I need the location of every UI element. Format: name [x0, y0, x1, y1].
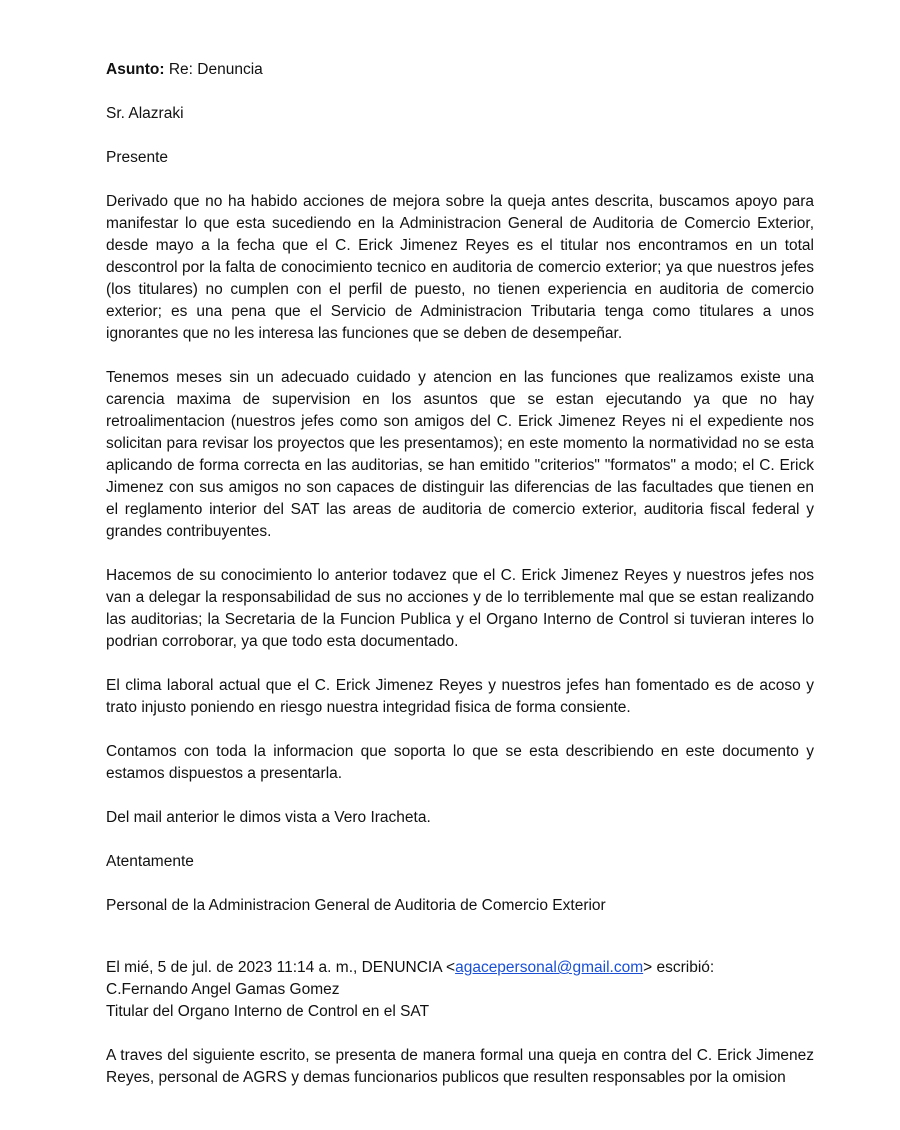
closing-line: Atentamente	[106, 853, 194, 870]
recipient-title: Titular del Organo Interno de Control en el SAT	[106, 1003, 430, 1020]
subject-line	[106, 59, 814, 81]
email-document	[106, 59, 814, 1089]
body-paragraph: Hacemos de su conocimiento lo anterior todavez que el C. Erick Jimenez Reyes y nuestros jefes nos van a delegar la responsabilidad de sus no acciones y de lo terriblemente mal que se estan realizando las auditorias; la Secretaria de la Funcion Publica y el Organo Interno de Control si tuvieran interes lo podrian corroborar, ya que todo esta documentado.	[106, 567, 814, 650]
body-paragraph: Tenemos meses sin un adecuado cuidado y atencion en las funciones que realizamos existe una carencia maxima de supervision en los asuntos que se estan ejecutando ya que no hay retroalimentacion (nuestros jefes como son amigos del C. Erick Jimenez Reyes ni el expediente nos solicitan para revisar los proyectos que les presentamos); en este momento la normatividad no se esta aplicando de forma correcta en las auditorias, se han emitido "criterios" "formatos" a modo; el C. Erick Jimenez con sus amigos no son capaces de distinguir las diferencias de las facultades que tienen en el reglamento interior del SAT las areas de auditoria de comercio exterior, auditoria fiscal federal y grandes contribuyentes.	[106, 369, 814, 540]
sender-email-link[interactable]: agacepersonal@gmail.com	[455, 959, 644, 976]
body-paragraph: Contamos con toda la informacion que soporta lo que se esta describiendo en este documento y estamos dispuestos a presentarla.	[106, 743, 814, 782]
quoted-message	[106, 957, 814, 1089]
signature-line: Personal de la Administracion General de Auditoria de Comercio Exterior	[106, 897, 606, 914]
presente-line: Presente	[106, 149, 169, 166]
salutation: Sr. Alazraki	[106, 105, 184, 122]
mail-note: Del mail anterior le dimos vista a Vero Iracheta.	[106, 809, 431, 826]
subject-label: Asunto:	[106, 61, 165, 78]
quoted-header-prefix: El mié, 5 de jul. de 2023 11:14 a. m., DENUNCIA <	[106, 959, 456, 976]
quoted-header	[106, 957, 814, 979]
quoted-body-paragraph: A traves del siguiente escrito, se presenta de manera formal una queja en contra del C. Erick Jimenez Reyes, personal de AGRS y demas funcionarios publicos que resulten responsables por la omision	[106, 1047, 814, 1086]
quoted-header-suffix: > escribió:	[643, 959, 715, 976]
subject-value: Re: Denuncia	[164, 61, 263, 78]
body-paragraph: Derivado que no ha habido acciones de mejora sobre la queja antes descrita, buscamos apoyo para manifestar lo que esta sucediendo en la Administracion General de Auditoria de Comercio Exterior, desde mayo a la fecha que el C. Erick Jimenez Reyes es el titular nos encontramos en un total descontrol por la falta de conocimiento tecnico en auditoria de comercio exterior; ya que nuestros jefes (los titulares) no cumplen con el perfil de puesto, no tienen experiencia en auditoria de comercio exterior; es una pena que el Servicio de Administracion Tributaria tenga como titulares a unos ignorantes que no les interesa las funciones que se deben de desempeñar.	[106, 193, 814, 342]
recipient-name: C.Fernando Angel Gamas Gomez	[106, 981, 340, 998]
body-paragraph: El clima laboral actual que el C. Erick Jimenez Reyes y nuestros jefes han fomentado es de acoso y trato injusto poniendo en riesgo nuestra integridad fisica de forma consiente.	[106, 677, 814, 716]
